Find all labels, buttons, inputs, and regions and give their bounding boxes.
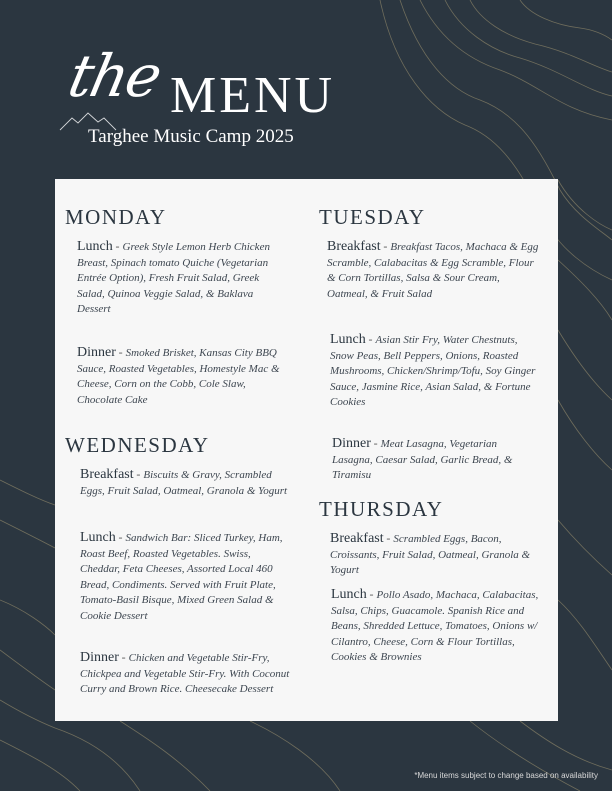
day-heading-tuesday: TUESDAY bbox=[319, 205, 426, 229]
meal-items: Asian Stir Fry, Water Chestnuts, Snow Peas, Bell Peppers, Onions, Roasted Mushrooms, Chicken/Shrimp/Tofu, Soy Ginger Sauce, Jasmine Rice, Asian Salad, & Fortune Cookies bbox=[330, 334, 536, 409]
meal-label: Breakfast bbox=[330, 531, 384, 546]
page-subtitle: Targhee Music Camp 2025 bbox=[88, 126, 294, 147]
availability-footnote: *Menu items subject to change based on availability bbox=[414, 771, 598, 780]
meal-label: Lunch bbox=[77, 239, 113, 254]
script-the-word: the bbox=[62, 42, 167, 110]
meal-wednesday-dinner: Dinner - Chicken and Vegetable Stir-Fry, Chickpea and Vegetable Stir-Fry. With Coconut Curry and Brown Rice. Cheesecake Dessert bbox=[80, 650, 290, 696]
menu-card bbox=[55, 179, 558, 721]
meal-items: Scrambled Eggs, Bacon, Croissants, Fruit Salad, Oatmeal, Granola & Yogurt bbox=[330, 533, 531, 577]
meal-label: Dinner bbox=[80, 650, 119, 665]
meal-thursday-lunch: Lunch - Pollo Asado, Machaca, Calabacitas, Salsa, Chips, Guacamole. Spanish Rice and Beans, Shredded Lettuce, Tomatoes, Onions w/ Cilantro, Cheese, Corn & Flour Tortillas, Cookies & Brownies bbox=[331, 587, 539, 664]
meal-label: Dinner bbox=[332, 436, 371, 451]
meal-thursday-breakfast: Breakfast - Scrambled Eggs, Bacon, Croissants, Fruit Salad, Oatmeal, Granola & Yogurt bbox=[330, 531, 531, 577]
meal-label: Lunch bbox=[331, 587, 367, 602]
meal-label: Breakfast bbox=[80, 467, 134, 482]
meal-items: Chicken and Vegetable Stir-Fry, Chickpea and Vegetable Stir-Fry. With Coconut Curry and Brown Rice. Cheesecake Dessert bbox=[80, 652, 290, 696]
meal-items: Pollo Asado, Machaca, Calabacitas, Salsa, Chips, Guacamole. Spanish Rice and Beans, Shredded Lettuce, Tomatoes, Onions w/ Cilantro, Cheese, Corn & Flour Tortillas, Cookies & Brownies bbox=[331, 589, 539, 664]
meal-items: Smoked Brisket, Kansas City BBQ Sauce, Roasted Vegetables, Homestyle Mac & Cheese, Corn on the Cobb, Cole Slaw, Chocolate Cake bbox=[77, 347, 280, 406]
meal-tuesday-lunch: Lunch - Asian Stir Fry, Water Chestnuts, Snow Peas, Bell Peppers, Onions, Roasted Mushrooms, Chicken/Shrimp/Tofu, Soy Ginger Sauce, Jasmine Rice, Asian Salad, & Fortune Cookies bbox=[330, 332, 536, 409]
meal-items: Breakfast Tacos, Machaca & Egg Scramble, Calabacitas & Egg Scramble, Flour & Corn Tortillas, Salsa & Sour Cream, Oatmeal, & Fruit Salad bbox=[327, 241, 539, 300]
meal-label: Dinner bbox=[77, 345, 116, 360]
meal-items: Biscuits & Gravy, Scrambled Eggs, Fruit Salad, Oatmeal, Granola & Yogurt bbox=[80, 469, 288, 497]
meal-label: Lunch bbox=[330, 332, 366, 347]
day-heading-thursday: THURSDAY bbox=[319, 497, 444, 521]
meal-tuesday-breakfast: Breakfast - Breakfast Tacos, Machaca & Egg Scramble, Calabacitas & Egg Scramble, Flour & Corn Tortillas, Salsa & Sour Cream, Oatmeal, & Fruit Salad bbox=[327, 239, 539, 300]
meal-items: Greek Style Lemon Herb Chicken Breast, Spinach tomato Quiche (Vegetarian Entrée Option), Fresh Fruit Salad, Greek Salad, Quinoa Veggie Salad, & Baklava Dessert bbox=[77, 241, 270, 316]
meal-wednesday-breakfast: Breakfast - Biscuits & Gravy, Scrambled Eggs, Fruit Salad, Oatmeal, Granola & Yogurt bbox=[80, 467, 288, 497]
day-heading-wednesday: WEDNESDAY bbox=[65, 433, 210, 457]
meal-wednesday-lunch: Lunch - Sandwich Bar: Sliced Turkey, Ham, Roast Beef, Roasted Vegetables. Swiss, Cheddar, Feta Cheeses, Assorted Local 460 Bread, Condiments. Served with Fruit Plate, Tomato-Basil Bisque, Mixed Green Salad & Cookie Dessert bbox=[80, 530, 283, 622]
day-heading-monday: MONDAY bbox=[65, 205, 167, 229]
header bbox=[0, 0, 612, 180]
meal-items: Sandwich Bar: Sliced Turkey, Ham, Roast Beef, Roasted Vegetables. Swiss, Cheddar, Feta Cheeses, Assorted Local 460 Bread, Condiments. Served with Fruit Plate, Tomato-Basil Bisque, Mixed Green Salad & Cookie Dessert bbox=[80, 532, 283, 622]
page-title: MENU bbox=[170, 67, 336, 124]
meal-monday-dinner: Dinner - Smoked Brisket, Kansas City BBQ Sauce, Roasted Vegetables, Homestyle Mac & Cheese, Corn on the Cobb, Cole Slaw, Chocolate Cake bbox=[77, 345, 280, 406]
meal-items: Meat Lasagna, Vegetarian Lasagna, Caesar Salad, Garlic Bread, & Tiramisu bbox=[332, 438, 513, 482]
meal-label: Breakfast bbox=[327, 239, 381, 254]
meal-tuesday-dinner: Dinner - Meat Lasagna, Vegetarian Lasagna, Caesar Salad, Garlic Bread, & Tiramisu bbox=[332, 436, 513, 482]
meal-label: Lunch bbox=[80, 530, 116, 545]
meal-monday-lunch: Lunch - Greek Style Lemon Herb Chicken Breast, Spinach tomato Quiche (Vegetarian Entrée Option), Fresh Fruit Salad, Greek Salad, Quinoa Veggie Salad, & Baklava Dessert bbox=[77, 239, 270, 316]
